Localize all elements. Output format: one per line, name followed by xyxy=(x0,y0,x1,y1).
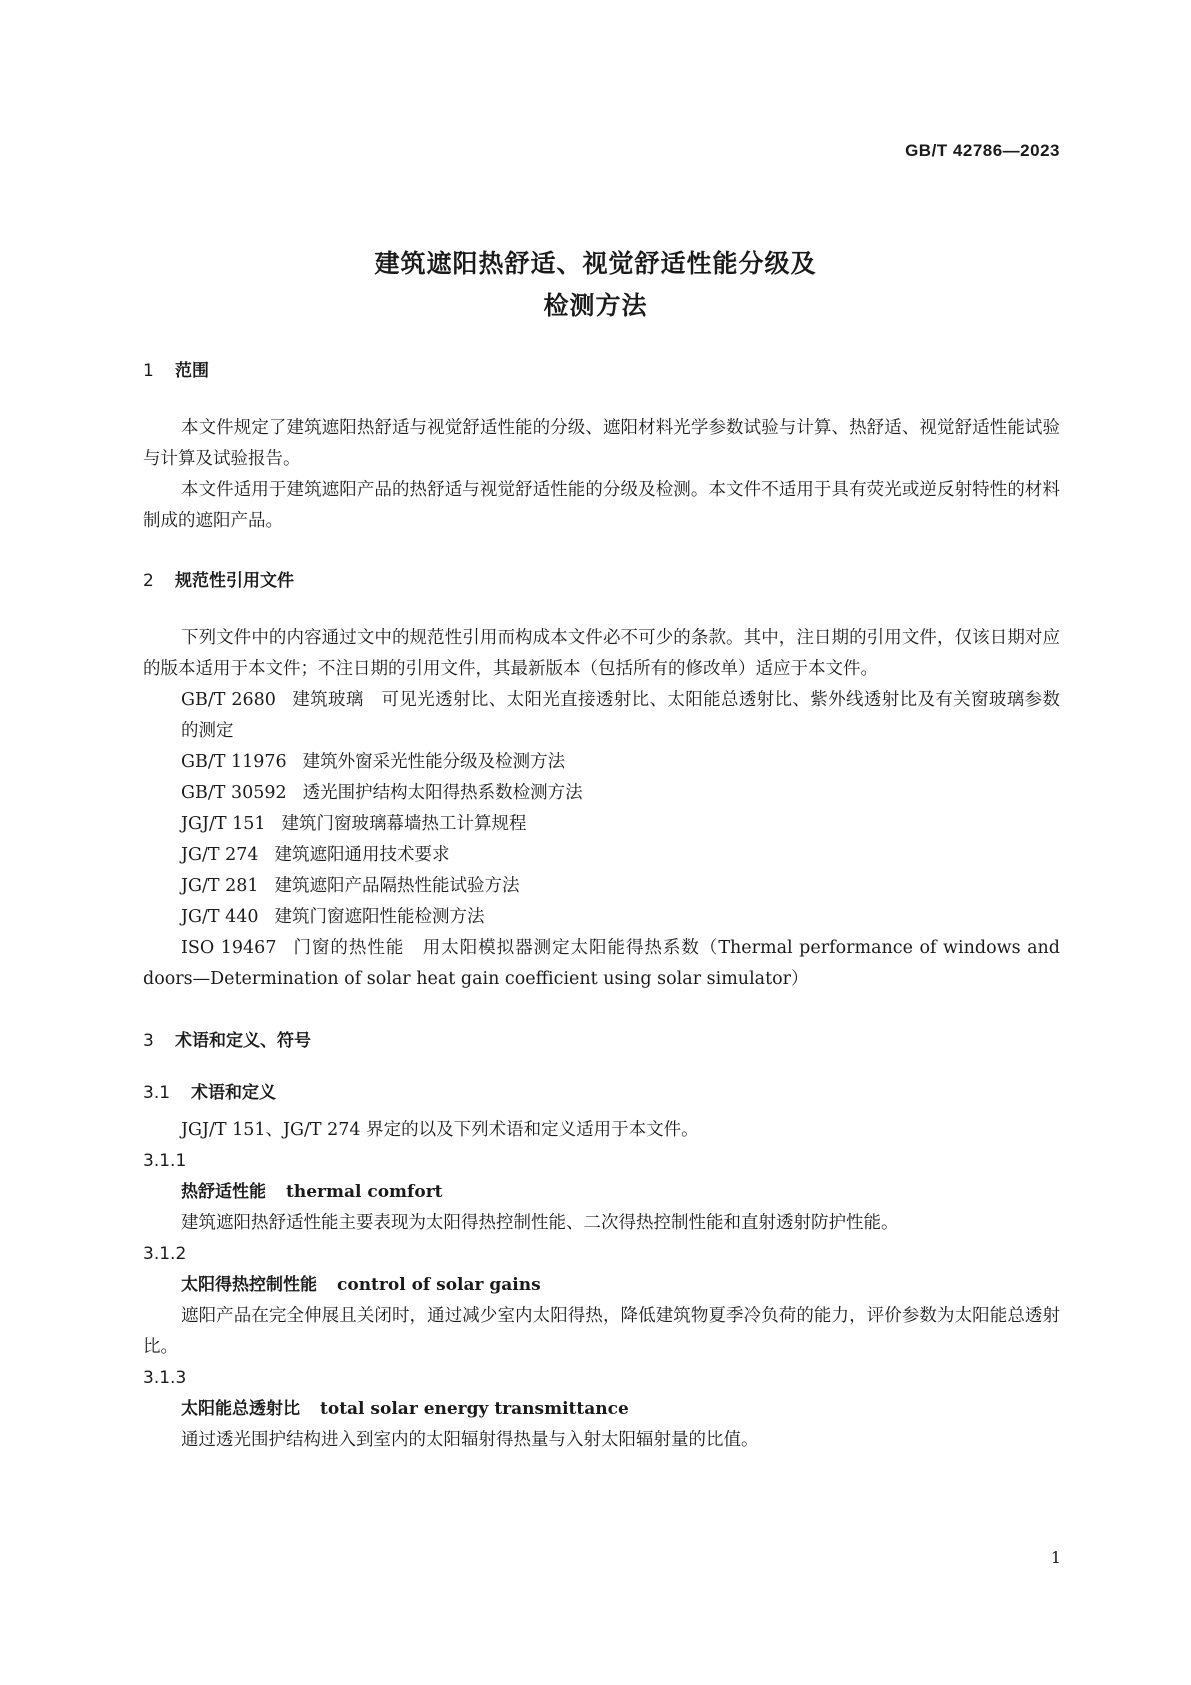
reference-item xyxy=(143,685,1060,747)
term-number: 3.1.3 xyxy=(143,1368,187,1388)
reference-item xyxy=(143,840,1060,871)
section-3-heading xyxy=(143,1026,1060,1051)
section-number: 3 xyxy=(143,1031,154,1051)
document-body xyxy=(143,361,1061,1456)
term-en: thermal comfort xyxy=(286,1182,443,1202)
reference-code: JG/T 274 xyxy=(181,845,259,865)
reference-item xyxy=(143,933,1060,995)
reference-code: GB/T 2680 xyxy=(181,690,276,710)
term-definition: 遮阳产品在完全伸展且关闭时，通过减少室内太阳得热，降低建筑物夏季冷负荷的能力，评价参数为太阳能总透射比。 xyxy=(143,1306,1060,1357)
reference-item xyxy=(143,902,1060,933)
section-number: 1 xyxy=(143,361,154,381)
term-heading xyxy=(143,1177,1060,1208)
reference-title: 建筑遮阳通用技术要求 xyxy=(274,845,450,865)
reference-title: 建筑外窗采光性能分级及检测方法 xyxy=(302,752,566,772)
reference-item xyxy=(143,778,1060,809)
term-heading xyxy=(143,1394,1060,1425)
subsection-3-1-heading xyxy=(143,1078,1060,1103)
term-heading xyxy=(143,1270,1060,1301)
subsection-number: 3.1 xyxy=(143,1083,171,1103)
section-title: 术语和定义、符号 xyxy=(175,1031,311,1051)
reference-title: 建筑玻璃 可见光透射比、太阳光直接透射比、太阳能总透射比、紫外线透射比及有关窗玻璃参数的测定 xyxy=(181,690,1060,741)
document-title-line-2: 检测方法 xyxy=(543,291,648,320)
page-number: 1 xyxy=(1050,1548,1061,1567)
reference-title: 门窗的热性能 用太阳模拟器测定太阳能得热系数（Thermal performance of windows and doors—Determination of solar heat gain coefficient using solar simulator） xyxy=(143,938,1061,989)
reference-code: GB/T 11976 xyxy=(181,752,287,772)
term-zh: 热舒适性能 xyxy=(181,1182,266,1202)
subsection-title: 术语和定义 xyxy=(191,1083,276,1103)
reference-code: GB/T 30592 xyxy=(181,783,287,803)
term-en: control of solar gains xyxy=(337,1275,541,1295)
reference-item xyxy=(143,809,1060,840)
reference-title: 建筑门窗玻璃幕墙热工计算规程 xyxy=(281,814,527,834)
reference-code: ISO 19467 xyxy=(181,938,277,958)
section-2-heading xyxy=(143,566,1060,591)
term-definition: 建筑遮阳热舒适性能主要表现为太阳得热控制性能、二次得热控制性能和直射透射防护性能。 xyxy=(181,1213,899,1233)
standard-code: GB/T 42786—2023 xyxy=(905,141,1060,160)
term-en: total solar energy transmittance xyxy=(320,1399,629,1419)
term-zh: 太阳得热控制性能 xyxy=(181,1275,317,1295)
reference-code: JG/T 440 xyxy=(181,907,259,927)
reference-title: 建筑门窗遮阳性能检测方法 xyxy=(274,907,485,927)
reference-code: JGJ/T 151 xyxy=(181,814,266,834)
term-number: 3.1.1 xyxy=(143,1151,187,1171)
section-title: 范围 xyxy=(175,361,209,381)
section-1-heading xyxy=(143,356,1060,381)
term-zh: 太阳能总透射比 xyxy=(181,1399,300,1419)
scope-paragraph-1: 本文件规定了建筑遮阳热舒适与视觉舒适性能的分级、遮阳材料光学参数试验与计算、热舒适、视觉舒适性能试验与计算及试验报告。 xyxy=(143,418,1060,469)
reference-item xyxy=(143,747,1060,778)
terms-intro: JGJ/T 151、JG/T 274 界定的以及下列术语和定义适用于本文件。 xyxy=(181,1120,699,1140)
reference-title: 建筑遮阳产品隔热性能试验方法 xyxy=(274,876,520,896)
term-number: 3.1.2 xyxy=(143,1244,187,1264)
document-title-line-1: 建筑遮阳热舒适、视觉舒适性能分级及 xyxy=(374,249,817,278)
section-title: 规范性引用文件 xyxy=(175,571,294,591)
reference-code: JG/T 281 xyxy=(181,876,259,896)
reference-item xyxy=(143,871,1060,902)
reference-title: 透光围护结构太阳得热系数检测方法 xyxy=(302,783,583,803)
scope-paragraph-2: 本文件适用于建筑遮阳产品的热舒适与视觉舒适性能的分级及检测。本文件不适用于具有荧光或逆反射特性的材料制成的遮阳产品。 xyxy=(143,480,1060,531)
section-number: 2 xyxy=(143,571,154,591)
term-definition: 通过透光围护结构进入到室内的太阳辐射得热量与入射太阳辐射量的比值。 xyxy=(181,1430,759,1450)
references-intro: 下列文件中的内容通过文中的规范性引用而构成本文件必不可少的条款。其中，注日期的引用文件，仅该日期对应的版本适用于本文件；不注日期的引用文件，其最新版本（包括所有的修改单）适应于本文件。 xyxy=(143,628,1060,679)
